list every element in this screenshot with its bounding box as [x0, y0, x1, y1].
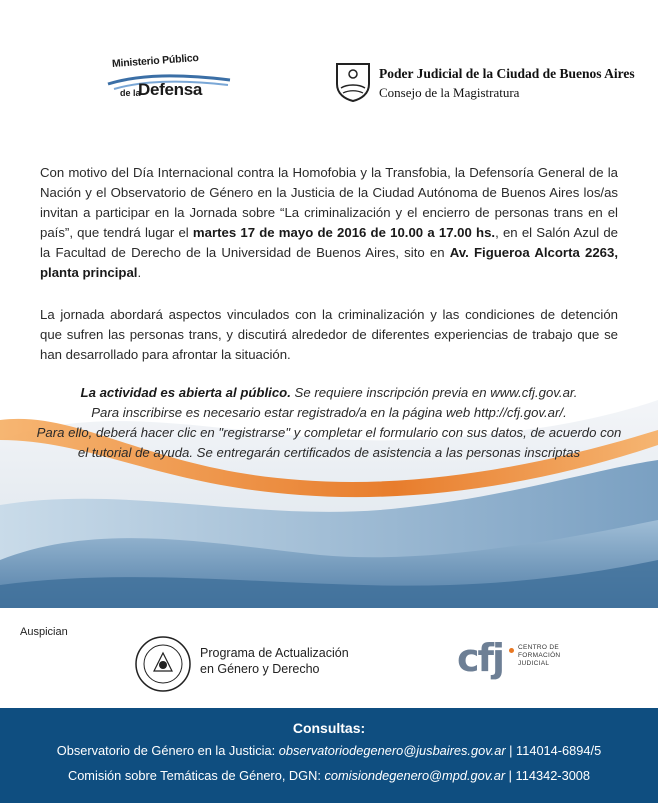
invitation-paragraph: [40, 163, 618, 283]
cfj-line3: JUDICIAL: [518, 660, 550, 667]
ministerio-publico-defensa-logo: [100, 52, 235, 112]
invitation-text-venue: , en el Salón Azul de la Facultad de Derecho de la Universidad de Buenos Aires, sito en: [40, 225, 618, 260]
sponsors-band: [0, 608, 658, 708]
registration-line3: Para ello, deberá hacer clic en "registrarse" y completar el formulario con sus datos, de acuerdo con el tutorial de ayuda. Se entregarán certificados de asistencia a las personas inscriptas: [36, 425, 622, 460]
contact-phone: | 114342-3008: [505, 768, 591, 783]
program-line2: en Género y Derecho: [200, 662, 320, 676]
program-name: [200, 645, 349, 677]
description-paragraph: La jornada abordará aspectos vinculados con la criminalización y las condiciones de detención que sufren las personas trans, y discutirá alrededor de diferentes experiencias de trabajo que se han desarrollado para afrontar la situación.: [40, 307, 618, 362]
mpd-logo-line1: Ministerio Público: [111, 51, 200, 70]
pj-logo-subtitle: Consejo de la Magistratura: [379, 85, 520, 100]
program-line1: Programa de Actualización: [200, 646, 349, 660]
contact-phone: | 114014-6894/5: [505, 743, 602, 758]
registration-line2: Para inscribirse es necesario estar registrado/a en la página web http://cfj.gov.ar/.: [91, 405, 567, 420]
event-address: Av. Figueroa Alcorta 2263, planta principal: [40, 245, 618, 280]
city-seal-icon: [333, 60, 373, 102]
contact-footer: [0, 708, 658, 803]
cfj-dot-icon: [509, 648, 514, 653]
pj-logo-title: Poder Judicial de la Ciudad de Buenos Aires: [379, 66, 635, 81]
contact-title: Consultas:: [292, 720, 366, 736]
contact-line-observatorio: [0, 743, 658, 758]
cfj-line2: FORMACIÓN: [518, 652, 561, 659]
registration-line1: Se requiere inscripción previa en www.cfj.gov.ar.: [290, 385, 578, 400]
cfj-name: [518, 644, 560, 668]
contact-label: Observatorio de Género en la Justicia:: [56, 743, 279, 758]
invitation-text-end: .: [137, 265, 142, 280]
invitation-text: Con motivo del Día Internacional contra la Homofobia y la Transfobia, la Defensoría General de la Nación y el Observatorio de Género en la Justicia de la Ciudad Autónoma de Buenos Aires los/as invitan a participar en la Jornada sobre “La criminalización y el encierro de personas trans en el país”, que tendrá lugar el: [40, 165, 618, 240]
contact-email[interactable]: comisiondegenero@mpd.gov.ar: [324, 768, 506, 783]
mpd-logo-line3: Defensa: [138, 80, 203, 99]
cfj-line1: CENTRO DE: [518, 644, 559, 651]
cfj-logo: cfj: [457, 636, 504, 680]
poder-judicial-logo: [333, 60, 633, 110]
open-activity-note: La actividad es abierta al público.: [80, 385, 291, 400]
sponsors-label: Auspician: [20, 626, 68, 638]
faculty-seal-icon: [134, 635, 192, 693]
registration-paragraph: [36, 383, 622, 463]
contact-line-comision: [0, 768, 658, 783]
contact-email[interactable]: observatoriodegenero@jusbaires.gov.ar: [278, 743, 506, 758]
mpd-logo-line2: de la: [120, 88, 141, 98]
event-date: martes 17 de mayo de 2016 de 10.00 a 17.00 hs.: [192, 225, 496, 240]
contact-label: Comisión sobre Temáticas de Género, DGN:: [67, 768, 325, 783]
